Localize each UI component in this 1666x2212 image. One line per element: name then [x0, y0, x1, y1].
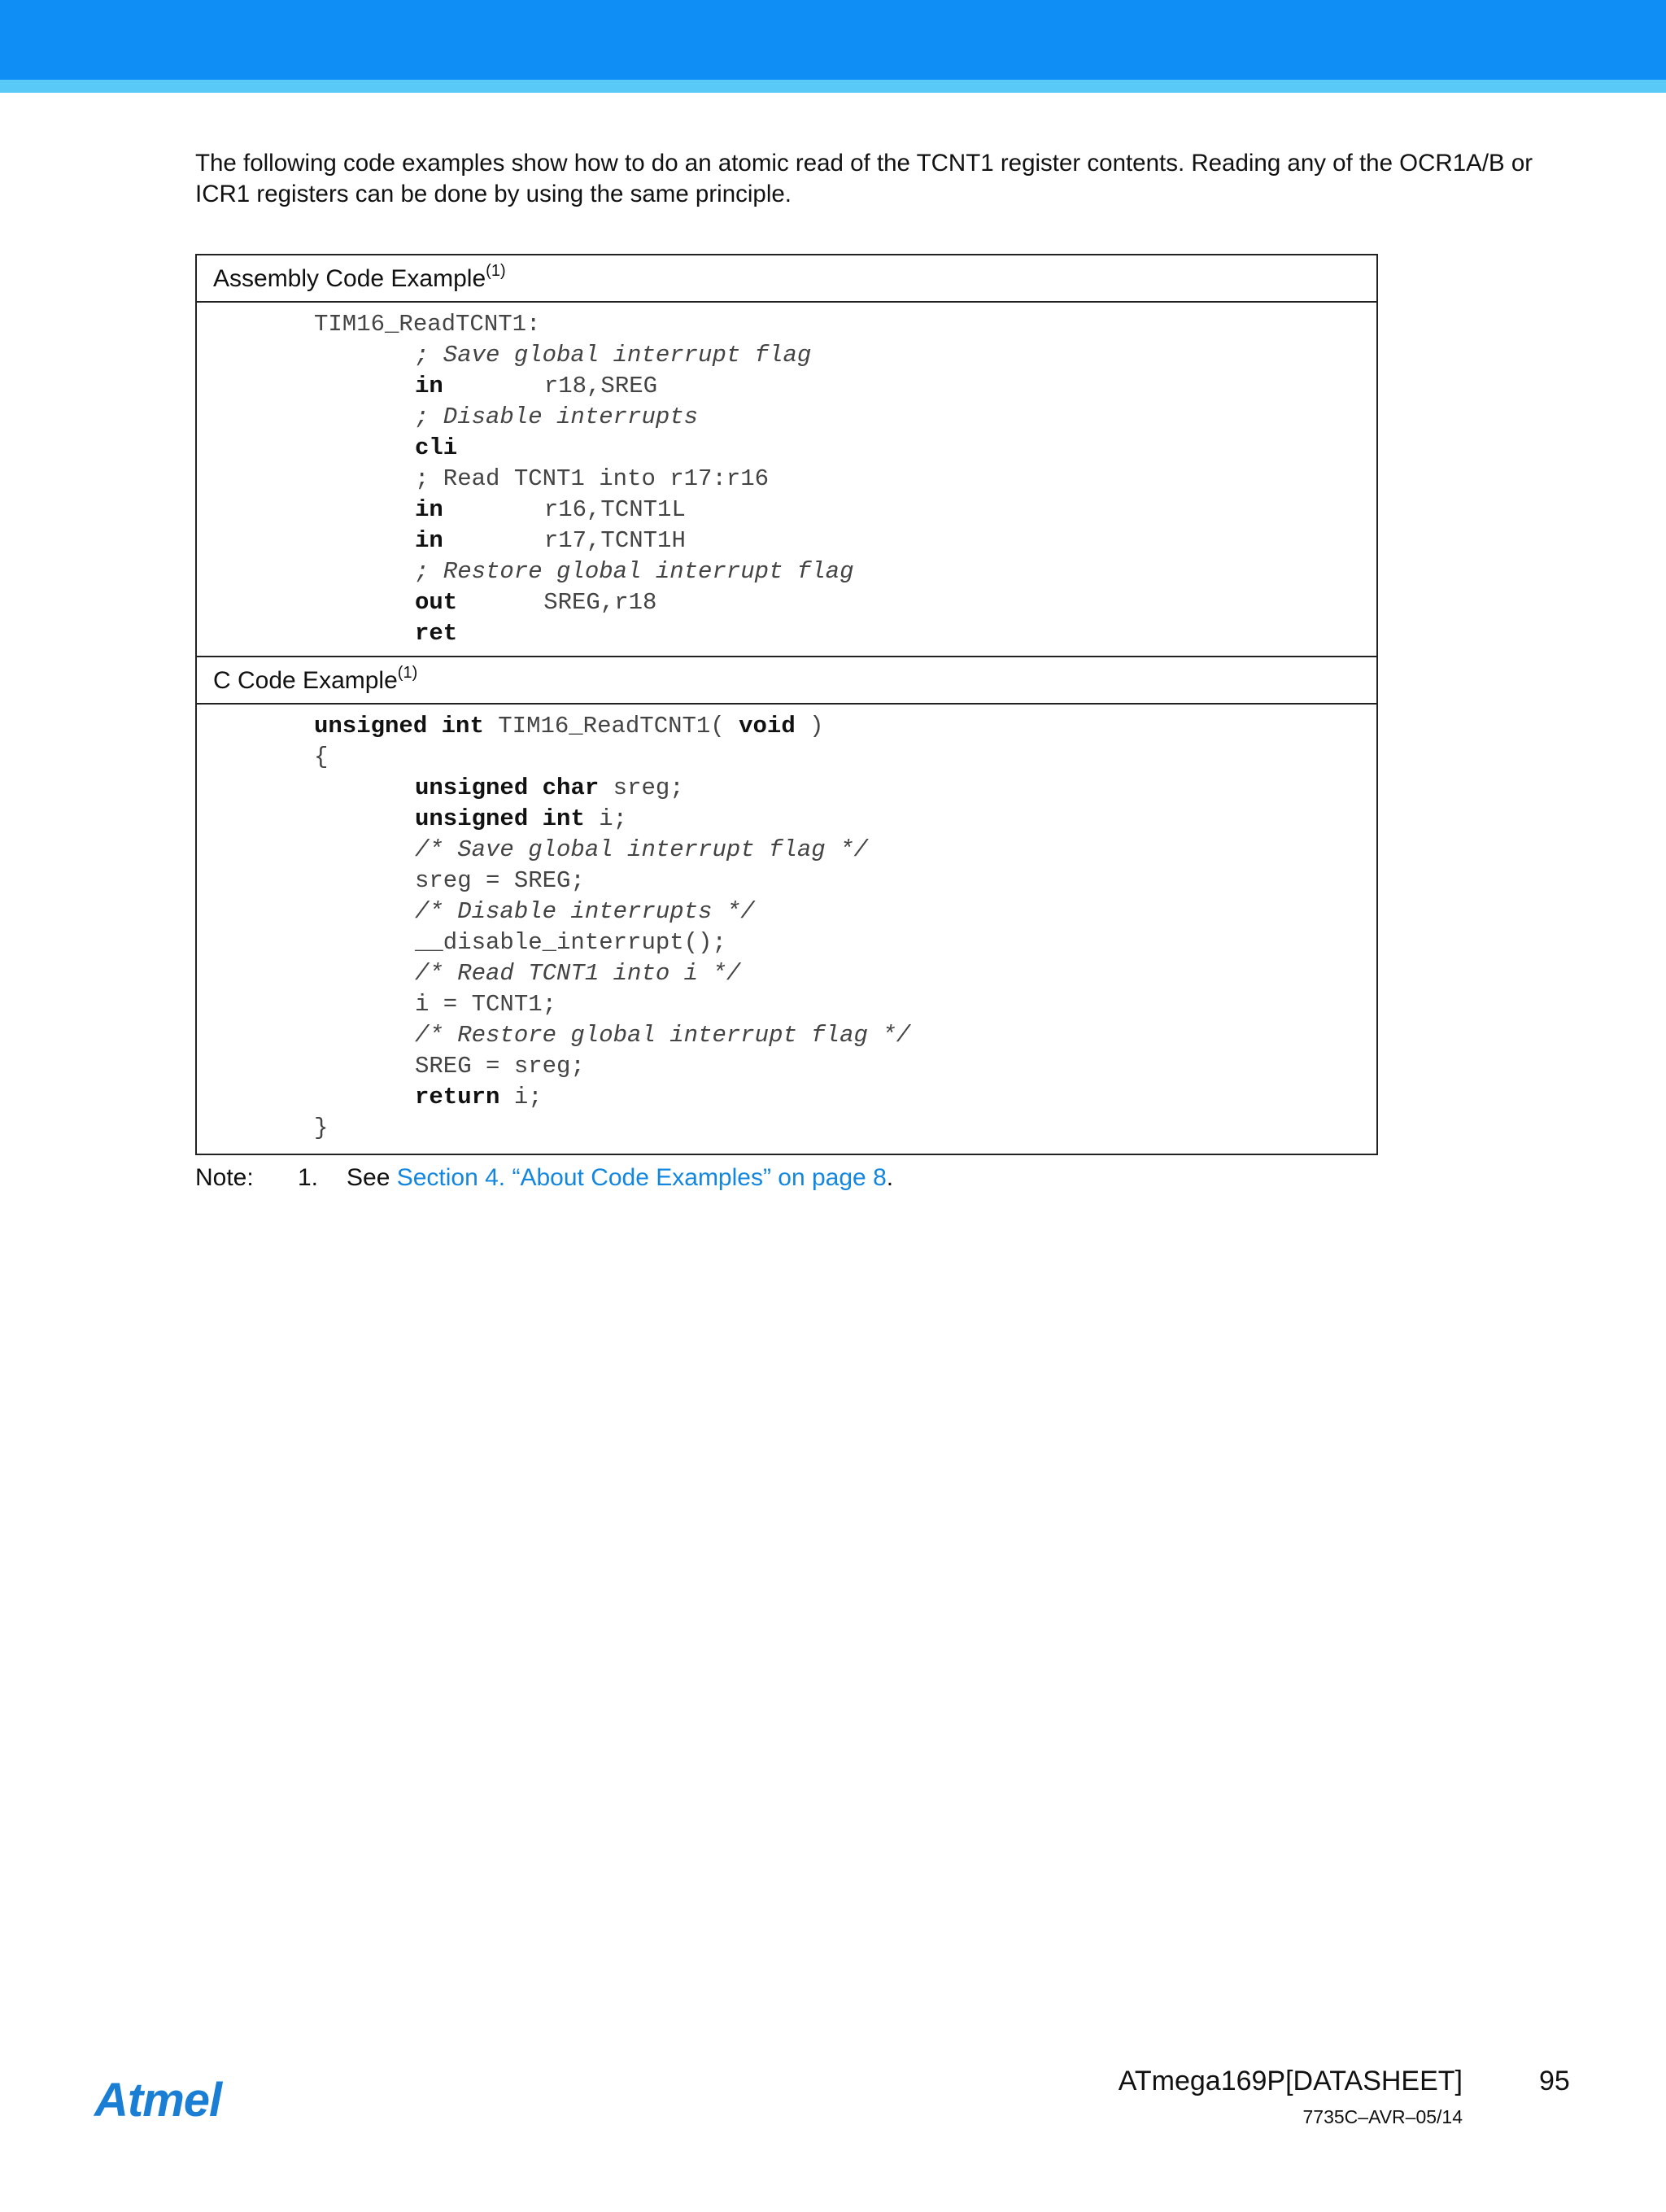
code-line: ret [415, 620, 458, 647]
code-line: unsigned int TIM16_ReadTCNT1( void ) [314, 713, 824, 740]
c-footnote-ref: (1) [397, 664, 418, 682]
code-line: sreg = SREG; [415, 867, 585, 894]
code-line: /* Restore global interrupt flag */ [415, 1022, 911, 1049]
code-examples-link[interactable]: Section 4. “About Code Examples” on page 8 [396, 1164, 887, 1191]
code-line: /* Read TCNT1 into i */ [415, 960, 741, 987]
asm-header-text: Assembly Code Example [213, 265, 486, 292]
footnote [195, 1162, 894, 1194]
code-line: TIM16_ReadTCNT1: [314, 311, 541, 338]
document-revision: 7735C–AVR–05/14 [1302, 2106, 1463, 2127]
note-number: 1. [298, 1164, 319, 1191]
asm-header [197, 255, 1376, 303]
c-header [197, 657, 1376, 705]
document-title: ATmega169P[DATASHEET] [1118, 2066, 1463, 2096]
code-examples-table [195, 254, 1378, 1155]
code-line: /* Disable interrupts */ [415, 898, 755, 925]
code-line: ; Save global interrupt flag [415, 342, 812, 369]
asm-code-block [197, 303, 1376, 657]
code-line: out SREG,r18 [415, 589, 657, 616]
c-header-text: C Code Example [213, 667, 398, 694]
page-number: 95 [1539, 2066, 1570, 2096]
intro-paragraph: The following code examples show how to do an atomic read of the TCNT1 register contents. Reading any of the OCR1A/B or ICR1 registers can be done by using the same principle. [195, 150, 1533, 207]
code-line: SREG = sreg; [415, 1053, 585, 1080]
code-line: __disable_interrupt(); [415, 929, 726, 956]
code-line: unsigned char sreg; [415, 774, 684, 801]
header-stripe [0, 80, 1666, 93]
code-line: i = TCNT1; [415, 991, 557, 1018]
note-text: See Section 4. “About Code Examples” on page 8. [347, 1164, 894, 1191]
c-code-block [197, 705, 1376, 1154]
code-line: ; Restore global interrupt flag [415, 558, 854, 585]
code-line: in r17,TCNT1H [415, 527, 686, 554]
code-line: unsigned int i; [415, 805, 628, 832]
header-band [0, 0, 1666, 80]
code-line: cli [415, 434, 458, 461]
note-label: Note: [195, 1164, 254, 1191]
code-line: /* Save global interrupt flag */ [415, 836, 868, 863]
code-line: ; Read TCNT1 into r17:r16 [415, 465, 770, 492]
code-line: return i; [415, 1084, 543, 1110]
code-line: } [314, 1115, 329, 1141]
code-line: { [314, 744, 329, 770]
code-line: in r16,TCNT1L [415, 496, 686, 523]
code-line: ; Disable interrupts [415, 404, 699, 430]
code-line: in r18,SREG [415, 373, 658, 399]
asm-footnote-ref: (1) [486, 262, 506, 280]
atmel-logo: Atmel [94, 2074, 222, 2127]
